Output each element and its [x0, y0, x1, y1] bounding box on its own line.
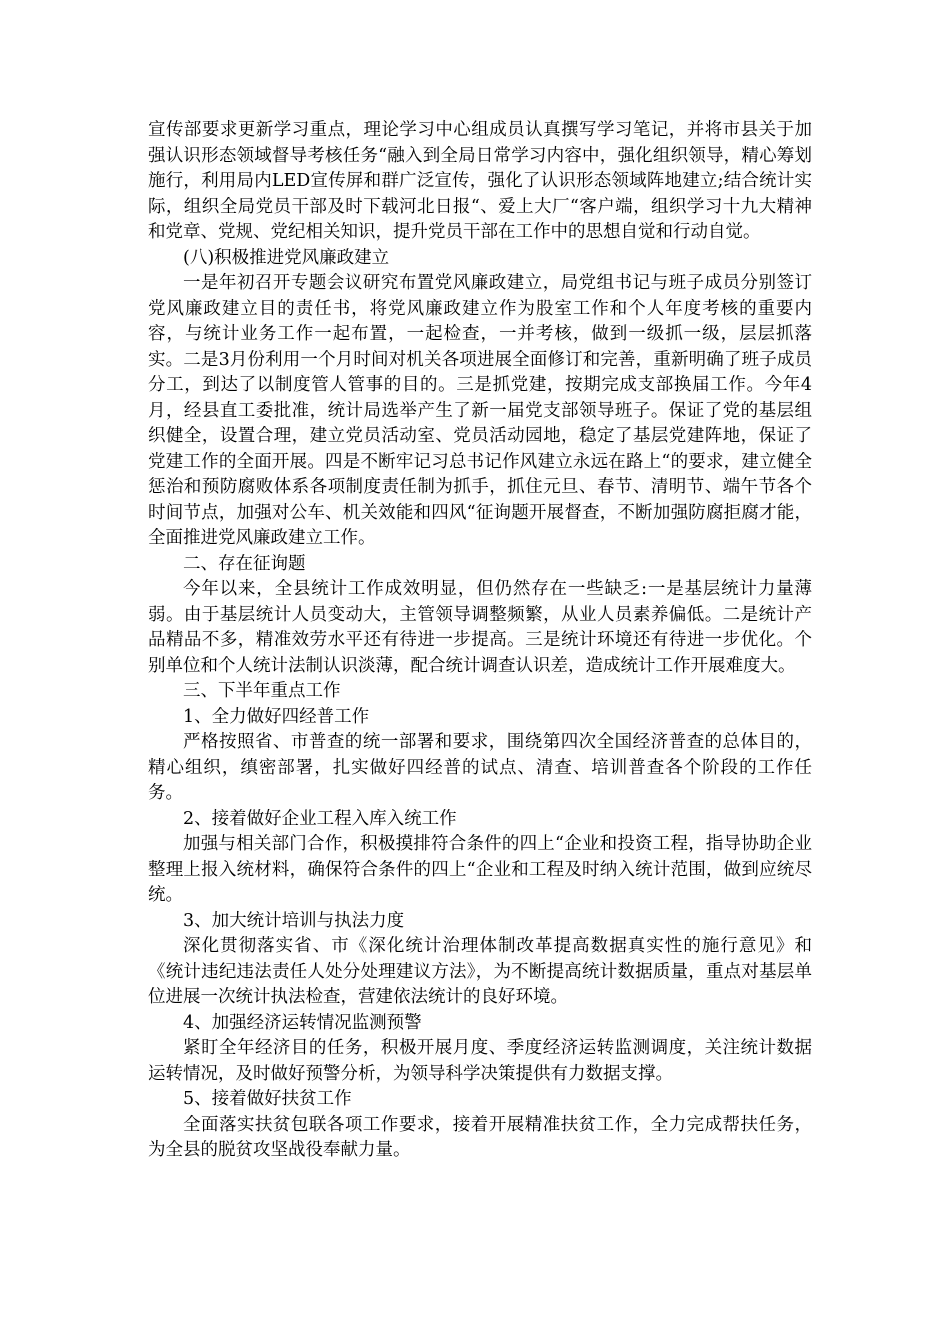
section-heading-party-integrity: (八)积极推进党风廉政建立 — [183, 247, 390, 268]
body-paragraph: 紧盯全年经济目的任务，积极开展月度、季度经济运转监测调度，关注统计数据运转情况，及时做好预警分析，为领导科学决策提供有力数据支撑。 — [148, 1038, 812, 1084]
document-page — [148, 118, 812, 1164]
section-heading-second-half-work: 三、下半年重点工作 — [183, 681, 341, 701]
body-paragraph: 一是年初召开专题会议研究布置党风廉政建立，局党组书记与班子成员分别签订党风廉政建立目的责任书，将党风廉政建立作为股室工作和个人年度考核的重要内容，与统计业务工作一起布置，一起检查，一并考核，做到一级抓一级，层层抓落实。二是3月份利用一个月时间对机关各项进展全面修订和完善，重新明确了班子成员分工，到达了以制度管人管事的目的。三是抓党建，按期完成支部换届工作。今年4月，经县直工委批准，统计局选举产生了新一届党支部领导班子。保证了党的基层组织健全，设置合理，建立党员活动室、党员活动园地，稳定了基层党建阵地，保证了党建工作的全面开展。四是不断牢记习总书记作风建立永远在路上“的要求，建立健全惩治和预防腐败体系各项制度责任制为抓手，抓住元旦、春节、清明节、端午节各个时间节点，加强对公车、机关效能和四风“征询题开展督查，不断加强防腐拒腐才能，全面推进党风廉政建立工作。 — [148, 273, 812, 548]
section-heading-problems: 二、存在征询题 — [183, 553, 306, 574]
body-paragraph: 今年以来，全县统计工作成效明显，但仍然存在一些缺乏:一是基层统计力量薄弱。由于基层统计人员变动大，主管领导调整频繁，从业人员素养偏低。二是统计产品精品不多，精准效劳水平还有待进一步提高。三是统计环境还有待进一步优化。个别单位和个人统计法制认识淡薄，配合统计调查认识差，造成统计工作开展难度大。 — [148, 579, 812, 676]
subheading-item-1: 1、全力做好四经普工作 — [183, 706, 370, 727]
subheading-item-3: 3、加大统计培训与执法力度 — [183, 910, 405, 931]
body-paragraph: 加强与相关部门合作，积极摸排符合条件的四上“企业和投资工程，指导协助企业整理上报入统材料，确保符合条件的四上“企业和工程及时纳入统计范围，做到应统尽统。 — [148, 834, 812, 905]
body-paragraph: 深化贯彻落实省、市《深化统计治理体制改革提高数据真实性的施行意见》和《统计违纪违法责任人处分处理建议方法》，为不断提高统计数据质量，重点对基层单位进展一次统计执法检查，营建依法统计的良好环境。 — [148, 936, 812, 1007]
body-paragraph: 宣传部要求更新学习重点，理论学习中心组成员认真撰写学习笔记，并将市县关于加强认识形态领域督导考核任务“融入到全局日常学习内容中，强化组织领导，精心筹划施行，利用局内LED宣传屏和群广泛宣传，强化了认识形态领域阵地建立;结合统计实际，组织全局党员干部及时下载河北日报“、爱上大厂“客户端，组织学习十九大精神和党章、党规、党纪相关知识，提升党员干部在工作中的思想自觉和行动自觉。 — [148, 120, 812, 242]
body-paragraph: 全面落实扶贫包联各项工作要求，接着开展精准扶贫工作，全力完成帮扶任务，为全县的脱贫攻坚战役奉献力量。 — [148, 1114, 812, 1160]
subheading-item-4: 4、加强经济运转情况监测预警 — [183, 1012, 422, 1033]
subheading-item-2: 2、接着做好企业工程入库入统工作 — [183, 808, 457, 829]
subheading-item-5: 5、接着做好扶贫工作 — [183, 1089, 352, 1109]
body-paragraph: 严格按照省、市普查的统一部署和要求，围绕第四次全国经济普查的总体目的，精心组织，缜密部署，扎实做好四经普的试点、清查、培训普查各个阶段的工作任务。 — [148, 732, 812, 803]
